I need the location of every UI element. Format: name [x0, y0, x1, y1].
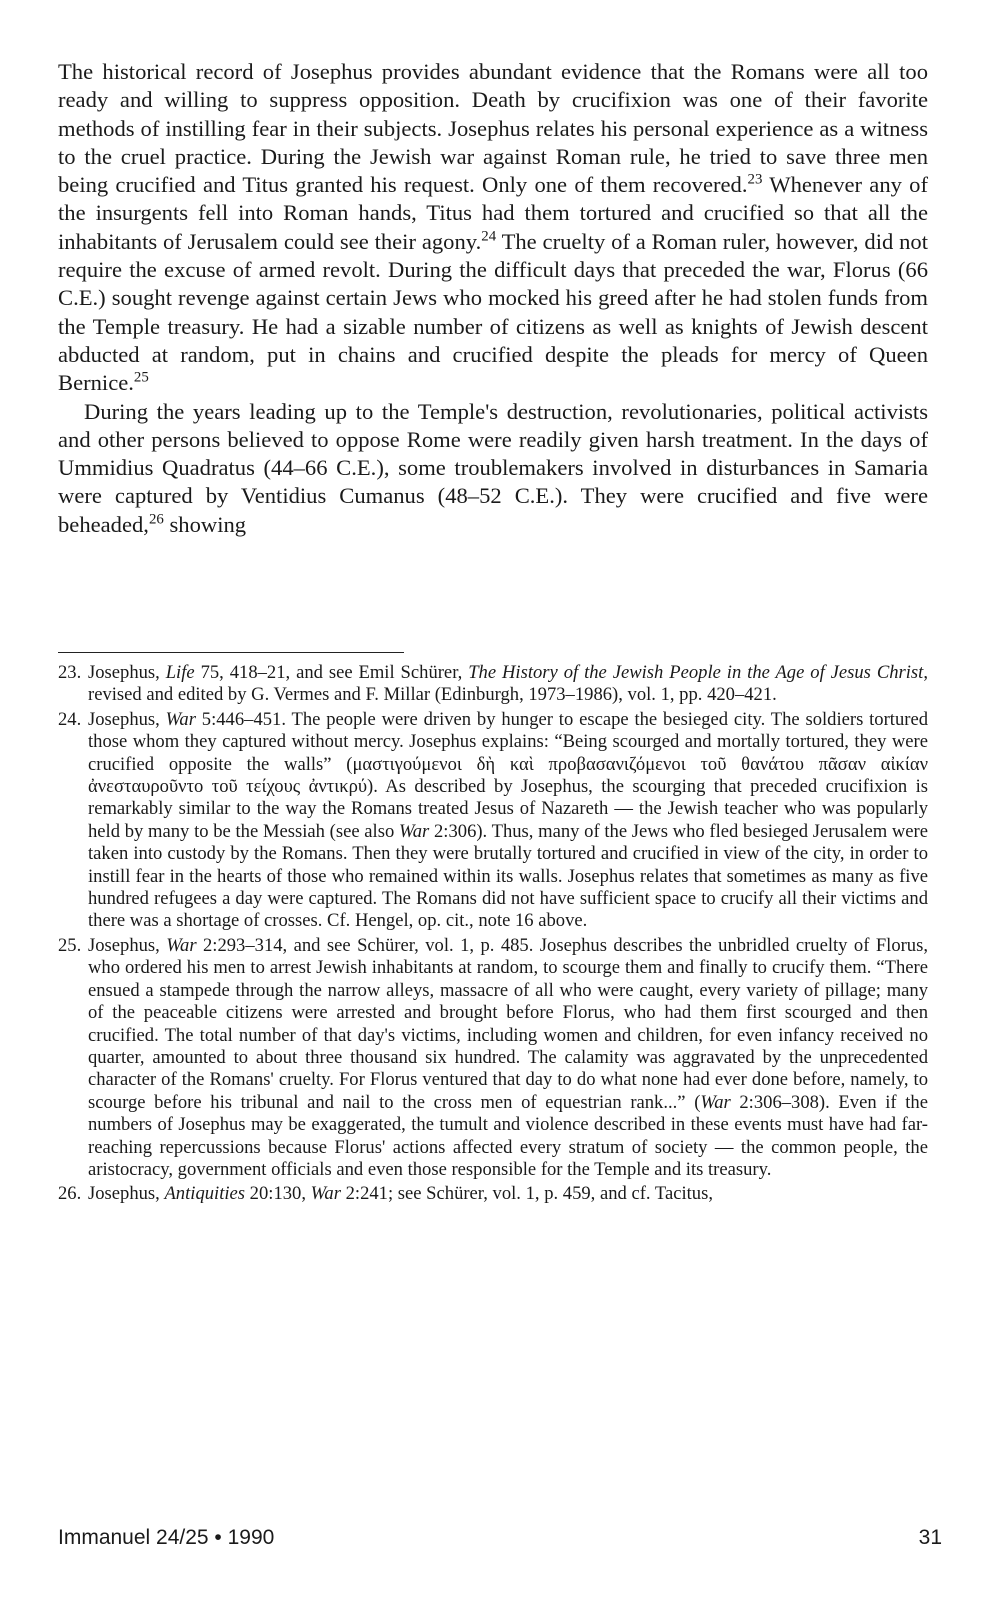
footnote-number: 23.	[58, 662, 82, 683]
footnote-text: Josephus, War 5:446–451. The people were driven by hunger to escape the besieged city. The soldiers tortured those whom they captured without mercy. Josephus explains: “Being scourged and mortally tortured, they were crucified opposite the walls” (μαστιγούμενοι δὴ καὶ προβασανιζόμενοι τοῦ θανάτου πᾶσαν αἰκίαν ἀνεσταυροῦντο τοῦ τείχους ἀντικρύ). As described by Josephus, the scourging that preceded crucifixion is remarkably similar to the way the Romans treated Jesus of Nazareth — the Jewish teacher who was popularly held by many to be the Messiah (see also War 2:306). Thus, many of the Jews who fled besieged Jerusalem were taken into custody by the Romans. Then they were brutally tortured and crucified in view of the city, in order to instill fear in the hearts of those who remained within its walls. Josephus relates that sometimes as many as five hundred refugees a day were captured. The Romans did not have sufficient space to crucify all their victims and there was a shortage of crosses. Cf. Hengel, op. cit., note 16 above.	[88, 708, 928, 932]
footnote-ref: 24	[481, 228, 497, 245]
footnote-ref: 23	[747, 171, 763, 188]
italic-title: War	[398, 820, 430, 842]
italic-title: Antiquities	[164, 1183, 246, 1205]
journal-footer: Immanuel 24/25 • 1990	[58, 1526, 275, 1549]
italic-title: War	[165, 708, 196, 730]
footnote-text: Josephus, War 2:293–314, and see Schürer, vol. 1, p. 485. Josephus describes the unbridled cruelty of Florus, who ordered his men to arrest Jewish inhabitants at random, to scourge them and finally to crucify them. “There ensued a stampede through the narrow alleys, massacre of all who were caught, every variety of pillage; many of the peaceable citizens were arrested and brought before Florus, who had them first scourged and then crucified. The total number of that day's victims, including women and children, for even infancy received no quarter, amounted to about three thousand six hundred. The calamity was aggravated by the unprecedented character of the Romans' cruelty. For Florus ventured that day to do what none had ever done before, namely, to scourge before his tribunal and nail to the cross men of equestrian rank...” (War 2:306–308). Even if the numbers of Josephus may be exaggerated, the tumult and violence described in these events must have had far-reaching repercussions because Florus' actions affected every stratum of society — the common people, the aristocracy, government officials and even those responsible for the Temple and its treasury.	[88, 934, 928, 1180]
footnote-26	[58, 1183, 928, 1205]
footnote-ref: 26	[148, 511, 164, 528]
footnote-text: Josephus, Antiquities 20:130, War 2:241; see Schürer, vol. 1, p. 459, and cf. Tacitus,	[88, 1183, 713, 1205]
footnote-text: Josephus, Life 75, 418–21, and see Emil Schürer, The History of the Jewish People in the Age of Jesus Christ, revised and edited by G. Vermes and F. Millar (Edinburgh, 1973–1986), vol. 1, pp. 420–421.	[88, 662, 928, 706]
footnote-number: 25.	[58, 934, 82, 956]
footnotes	[58, 662, 928, 1208]
footnote-25	[58, 935, 928, 1181]
footnote-number: 26.	[58, 1183, 82, 1205]
italic-title: The History of the Jewish People in the Age of Jesus Christ	[468, 662, 924, 683]
footnote-ref: 25	[133, 369, 149, 386]
footnote-divider	[58, 652, 404, 653]
page-number: 31	[918, 1526, 942, 1549]
paragraph-1: The historical record of Josephus provides abundant evidence that the Romans were all too ready and willing to suppress opposition. Death by crucifixion was one of their favorite methods of instilling fear in their subjects. Josephus relates his personal experience as a witness to the cruel practice. During the Jewish war against Roman rule, he tried to save three men being crucified and Titus granted his request. Only one of them recovered.$^{23}$ Whenever any of the insurgents fell into Roman hands, Titus had them tortured and crucified so that all the inhabitants of Jerusalem could see their agony.$^{24}$ The cruelty of a Roman ruler, however, did not require the excuse of armed revolt. During the difficult days that preceded the war, Florus (66 C.E.) sought revenge against certain Jews who mocked his greed after he had stolen funds from the Temple treasury. He had a sizable number of citizens as well as knights of Jewish descent abducted at random, put in chains and crucified despite the pleads for mercy of Queen Bernice.$^{25}$	[58, 59, 928, 396]
footnote-number: 24.	[58, 708, 82, 730]
paragraph-2: During the years leading up to the Temple's destruction, revolutionaries, political activists and other persons believed to oppose Rome were readily given harsh treatment. In the days of Ummidius Quadratus (44–66 C.E.), some troublemakers involved in disturbances in Samaria were captured by Ventidius Cumanus (48–52 C.E.). They were crucified and five were beheaded,$^{26}$ showing	[58, 398, 928, 537]
footnote-24	[58, 709, 928, 933]
main-text	[58, 58, 928, 539]
footnote-23	[58, 662, 928, 707]
italic-title: War	[166, 934, 197, 956]
italic-title: Life	[165, 662, 195, 683]
italic-title: War	[700, 1091, 731, 1113]
italic-title: War	[310, 1183, 341, 1205]
